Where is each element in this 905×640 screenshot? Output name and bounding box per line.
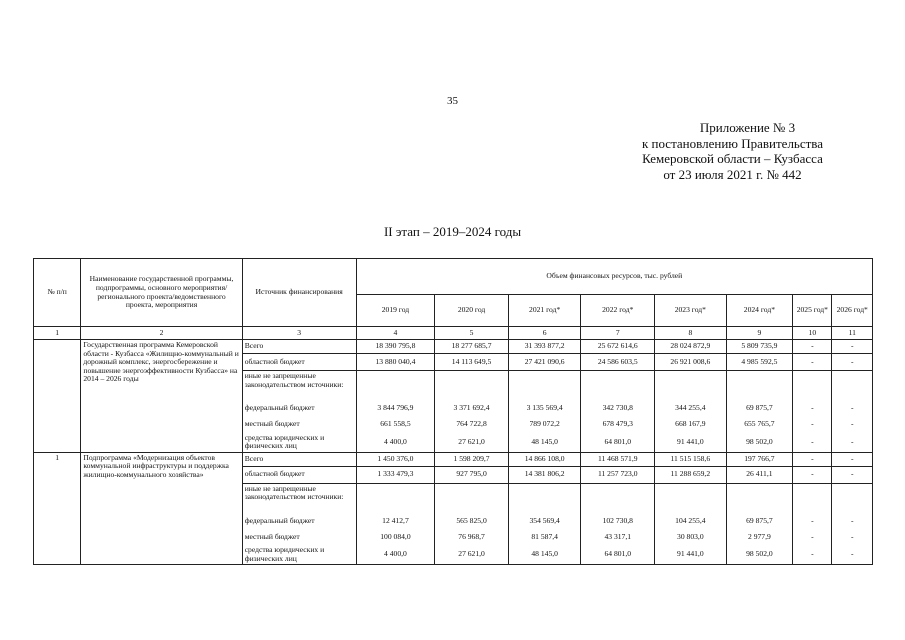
amount-cell: 14 381 806,2: [508, 466, 581, 483]
amount-cell: 11 468 571,9: [581, 452, 655, 466]
header-year: 2021 год*: [508, 295, 581, 327]
amount-cell: 678 479,3: [581, 417, 655, 433]
page-number: 35: [447, 95, 458, 107]
amount-cell: 25 672 614,6: [581, 340, 655, 354]
amount-cell: -: [793, 452, 832, 466]
program-name: Государственная программа Кемеровской области - Кузбасса «Жилищно-коммунальный и дорожный комплекс, энергосбережение и повышение энергоэффективности Кузбасса» на 2014 – 2026 годы: [81, 340, 242, 453]
amount-cell: 27 421 090,6: [508, 354, 581, 371]
funding-source: местный бюджет: [242, 529, 356, 545]
amount-cell: 2 977,9: [726, 529, 793, 545]
amount-cell: [726, 371, 793, 401]
header-volume: Объем финансовых ресурсов, тыс. рублей: [356, 259, 872, 295]
col-number: 4: [356, 327, 435, 340]
amount-cell: 661 558,5: [356, 417, 435, 433]
amount-cell: 91 441,0: [655, 545, 727, 565]
amount-cell: 4 985 592,5: [726, 354, 793, 371]
amount-cell: 64 801,0: [581, 545, 655, 565]
amount-cell: 12 412,7: [356, 513, 435, 529]
amount-cell: [726, 483, 793, 513]
table-row: [34, 340, 873, 354]
amount-cell: 344 255,4: [655, 401, 727, 417]
header-name: Наименование государственной программы, подпрограммы, основного мероприятия/регионального проекта/ведомственного проекта, мероприятия: [81, 259, 242, 327]
amount-cell: 76 968,7: [435, 529, 509, 545]
amount-cell: 27 621,0: [435, 545, 509, 565]
amount-cell: 11 515 158,6: [655, 452, 727, 466]
header-year: 2023 год*: [655, 295, 727, 327]
amount-cell: 14 866 108,0: [508, 452, 581, 466]
col-number: 3: [242, 327, 356, 340]
amount-cell: 1 333 479,3: [356, 466, 435, 483]
amount-cell: -: [832, 529, 873, 545]
amount-cell: 655 765,7: [726, 417, 793, 433]
amount-cell: [508, 371, 581, 401]
amount-cell: 13 880 040,4: [356, 354, 435, 371]
amount-cell: 43 317,1: [581, 529, 655, 545]
amount-cell: 98 502,0: [726, 545, 793, 565]
funding-source: Всего: [242, 340, 356, 354]
amount-cell: 3 135 569,4: [508, 401, 581, 417]
amount-cell: 4 400,0: [356, 545, 435, 565]
header-year: 2020 год: [435, 295, 509, 327]
col-number: 6: [508, 327, 581, 340]
col-number: 10: [793, 327, 832, 340]
amount-cell: -: [832, 452, 873, 466]
col-number: 7: [581, 327, 655, 340]
amount-cell: -: [832, 545, 873, 565]
funding-source: иные не запрещенные законодательством источники:: [242, 371, 356, 401]
amount-cell: 3 844 796,9: [356, 401, 435, 417]
amount-cell: -: [793, 513, 832, 529]
amount-cell: -: [793, 466, 832, 483]
amount-cell: 18 277 685,7: [435, 340, 509, 354]
funding-source: местный бюджет: [242, 417, 356, 433]
appendix-line-3: Кемеровской области – Кузбасса: [642, 151, 823, 166]
col-number: 2: [81, 327, 242, 340]
row-number: [34, 340, 81, 453]
header-year: 2025 год*: [793, 295, 832, 327]
amount-cell: 14 113 649,5: [435, 354, 509, 371]
amount-cell: 1 598 209,7: [435, 452, 509, 466]
amount-cell: -: [832, 401, 873, 417]
appendix-header: [560, 120, 905, 182]
amount-cell: 668 167,9: [655, 417, 727, 433]
funding-source: областной бюджет: [242, 466, 356, 483]
amount-cell: 30 803,0: [655, 529, 727, 545]
program-name: Подпрограмма «Модернизация объектов коммунальной инфраструктуры и поддержка жилищно-коммунального хозяйства»: [81, 452, 242, 565]
amount-cell: 342 730,8: [581, 401, 655, 417]
header-year: 2019 год: [356, 295, 435, 327]
amount-cell: -: [793, 401, 832, 417]
amount-cell: [508, 483, 581, 513]
financing-table: [33, 258, 873, 565]
amount-cell: [793, 371, 832, 401]
col-number: 9: [726, 327, 793, 340]
amount-cell: 26 411,1: [726, 466, 793, 483]
stage-title: II этап – 2019–2024 годы: [383, 224, 522, 239]
amount-cell: 27 621,0: [435, 433, 509, 453]
amount-cell: [655, 371, 727, 401]
amount-cell: [832, 483, 873, 513]
col-number: 5: [435, 327, 509, 340]
amount-cell: 31 393 877,2: [508, 340, 581, 354]
amount-cell: 48 145,0: [508, 433, 581, 453]
amount-cell: 26 921 008,6: [655, 354, 727, 371]
amount-cell: 100 084,0: [356, 529, 435, 545]
amount-cell: -: [832, 513, 873, 529]
amount-cell: [832, 371, 873, 401]
appendix-line-4: от 23 июля 2021 г. № 442: [663, 166, 802, 182]
amount-cell: 1 450 376,0: [356, 452, 435, 466]
amount-cell: 64 801,0: [581, 433, 655, 453]
appendix-line-2: к постановлению Правительства: [641, 135, 824, 151]
table-row: [34, 452, 873, 466]
amount-cell: 5 809 735,9: [726, 340, 793, 354]
funding-source: федеральный бюджет: [242, 513, 356, 529]
amount-cell: [581, 483, 655, 513]
amount-cell: -: [793, 354, 832, 371]
amount-cell: 102 730,8: [581, 513, 655, 529]
amount-cell: 11 288 659,2: [655, 466, 727, 483]
amount-cell: 11 257 723,0: [581, 466, 655, 483]
amount-cell: 48 145,0: [508, 545, 581, 565]
amount-cell: 764 722,8: [435, 417, 509, 433]
amount-cell: -: [832, 466, 873, 483]
amount-cell: -: [793, 417, 832, 433]
amount-cell: -: [793, 340, 832, 354]
funding-source: областной бюджет: [242, 354, 356, 371]
funding-source: федеральный бюджет: [242, 401, 356, 417]
funding-source: Всего: [242, 452, 356, 466]
amount-cell: [435, 483, 509, 513]
amount-cell: [581, 371, 655, 401]
amount-cell: 69 875,7: [726, 513, 793, 529]
amount-cell: -: [832, 433, 873, 453]
amount-cell: -: [832, 340, 873, 354]
header-num: № п/п: [34, 259, 81, 327]
amount-cell: -: [793, 529, 832, 545]
amount-cell: [356, 371, 435, 401]
amount-cell: -: [793, 433, 832, 453]
appendix-line-1: Приложение № 3: [699, 120, 796, 135]
amount-cell: 24 586 603,5: [581, 354, 655, 371]
col-number: 1: [34, 327, 81, 340]
amount-cell: 81 587,4: [508, 529, 581, 545]
amount-cell: [655, 483, 727, 513]
amount-cell: -: [832, 417, 873, 433]
col-number: 8: [655, 327, 727, 340]
amount-cell: 28 024 872,9: [655, 340, 727, 354]
amount-cell: 18 390 795,8: [356, 340, 435, 354]
amount-cell: 197 766,7: [726, 452, 793, 466]
funding-source: средства юридических и физических лиц: [242, 545, 356, 565]
header-year: 2026 год*: [832, 295, 873, 327]
amount-cell: 104 255,4: [655, 513, 727, 529]
amount-cell: 3 371 692,4: [435, 401, 509, 417]
amount-cell: -: [832, 354, 873, 371]
column-numbers-row: [34, 327, 873, 340]
col-number: 11: [832, 327, 873, 340]
header-year: 2022 год*: [581, 295, 655, 327]
funding-source: средства юридических и физических лиц: [242, 433, 356, 453]
amount-cell: 98 502,0: [726, 433, 793, 453]
amount-cell: [435, 371, 509, 401]
amount-cell: 789 072,2: [508, 417, 581, 433]
amount-cell: [356, 483, 435, 513]
amount-cell: [793, 483, 832, 513]
amount-cell: 69 875,7: [726, 401, 793, 417]
amount-cell: 927 795,0: [435, 466, 509, 483]
row-number: 1: [34, 452, 81, 565]
funding-source: иные не запрещенные законодательством источники:: [242, 483, 356, 513]
amount-cell: 354 569,4: [508, 513, 581, 529]
table-body: [34, 340, 873, 565]
header-year: 2024 год*: [726, 295, 793, 327]
amount-cell: -: [793, 545, 832, 565]
header-source: Источник финансирования: [242, 259, 356, 327]
amount-cell: 91 441,0: [655, 433, 727, 453]
amount-cell: 4 400,0: [356, 433, 435, 453]
amount-cell: 565 825,0: [435, 513, 509, 529]
